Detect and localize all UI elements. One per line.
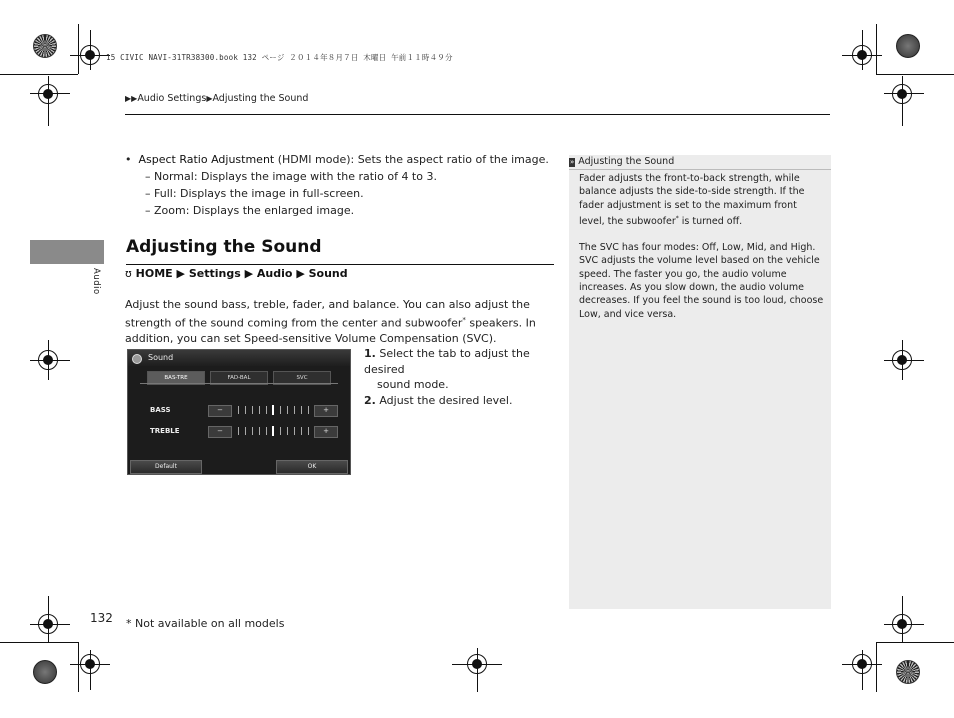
step-item: 1. Select the tab to adjust the desired [364, 347, 530, 376]
chapter-tab [30, 240, 104, 264]
footnote-star: * [462, 315, 466, 324]
note-paragraph: Fader adjusts the front-to-back strength, while balance adjusts the side-to-side strength. If the fader adjustment is set to the maximum front level, the subwoofer* is turned off. [579, 173, 805, 228]
treble-slider[interactable] [238, 426, 312, 436]
breadcrumb-separator: ▶ [206, 94, 213, 103]
home-button-icon: ʊ [125, 267, 132, 280]
note-header [569, 155, 831, 170]
chapter-label: Audio [91, 268, 101, 295]
treble-label: TREBLE [150, 427, 180, 435]
settings-icon [132, 354, 142, 364]
menu-path-sep: ▶ [296, 267, 305, 280]
breadcrumb-parent: Audio Settings [137, 93, 207, 104]
screen-title-bar [128, 350, 350, 366]
tab-bas-tre[interactable]: BAS-TRE [147, 371, 205, 385]
sub-item-normal: – Normal: Displays the image with the ratio of 4 to 3. [145, 170, 437, 183]
note-body [579, 172, 825, 333]
tab-fad-bal[interactable]: FAD-BAL [210, 371, 268, 385]
treble-plus-button[interactable]: + [314, 426, 338, 438]
sub-item-full: – Full: Displays the image in full-screen. [145, 187, 364, 200]
book-info: 15 CIVIC NAVI-31TR38300.book 132 ページ ２０１４年８月７日 木曜日 午前１１時４９分 [106, 53, 453, 62]
page-number: 132 [90, 611, 113, 625]
treble-minus-button[interactable]: − [208, 426, 232, 438]
aspect-ratio-desc: (HDMI mode): Sets the aspect ratio of the image. [274, 153, 549, 166]
bass-label: BASS [150, 406, 171, 414]
heading-rule [126, 264, 554, 265]
bass-slider[interactable] [238, 405, 312, 415]
section-heading: Adjusting the Sound [126, 237, 322, 257]
header-rule [125, 114, 830, 115]
screen-title: Sound [148, 353, 174, 362]
step-item-cont: sound mode. [377, 378, 449, 391]
tab-svc[interactable]: SVC [273, 371, 331, 385]
menu-path-sep: ▶ [176, 267, 185, 280]
aspect-ratio-bullet [125, 152, 549, 168]
bass-minus-button[interactable]: − [208, 405, 232, 417]
tab-rule [140, 383, 338, 384]
menu-path-sep: ▶ [244, 267, 254, 280]
footnote: * Not available on all models [126, 617, 285, 630]
ok-button[interactable]: OK [276, 460, 348, 474]
menu-path-home: HOME [135, 267, 173, 280]
menu-path-audio: Audio [256, 267, 293, 280]
sound-screen-image [127, 349, 351, 475]
menu-path [125, 267, 348, 280]
menu-path-sound: Sound [308, 267, 348, 280]
breadcrumb [125, 93, 308, 104]
default-button[interactable]: Default [130, 460, 202, 474]
step-item: 2. Adjust the desired level. [364, 393, 513, 407]
aspect-ratio-term: Aspect Ratio Adjustment [138, 153, 275, 166]
note-icon: » [570, 158, 575, 166]
bullet-icon: • [125, 153, 139, 166]
sub-item-zoom: – Zoom: Displays the enlarged image. [145, 204, 355, 217]
bass-plus-button[interactable]: + [314, 405, 338, 417]
breadcrumb-arrows: ▶▶ [125, 94, 138, 103]
note-paragraph: The SVC has four modes: Off, Low, Mid, and High. SVC adjusts the volume level based on the vehicle speed. The faster you go, the audio volume increases. As you slow down, the audio volume decreases. If you feel the sound is too loud, choose Low, and vice versa. [579, 241, 824, 320]
menu-path-settings: Settings [188, 267, 241, 280]
steps-list [364, 346, 559, 408]
note-title: Adjusting the Sound [578, 156, 675, 167]
breadcrumb-current: Adjusting the Sound [212, 93, 309, 104]
intro-paragraph: Adjust the sound bass, treble, fader, and balance. You can also adjust the strength of the sound coming from the center and subwoofer* speakers. In addition, you can set Speed-sensitive Volume Compensation (SVC). [125, 298, 536, 345]
